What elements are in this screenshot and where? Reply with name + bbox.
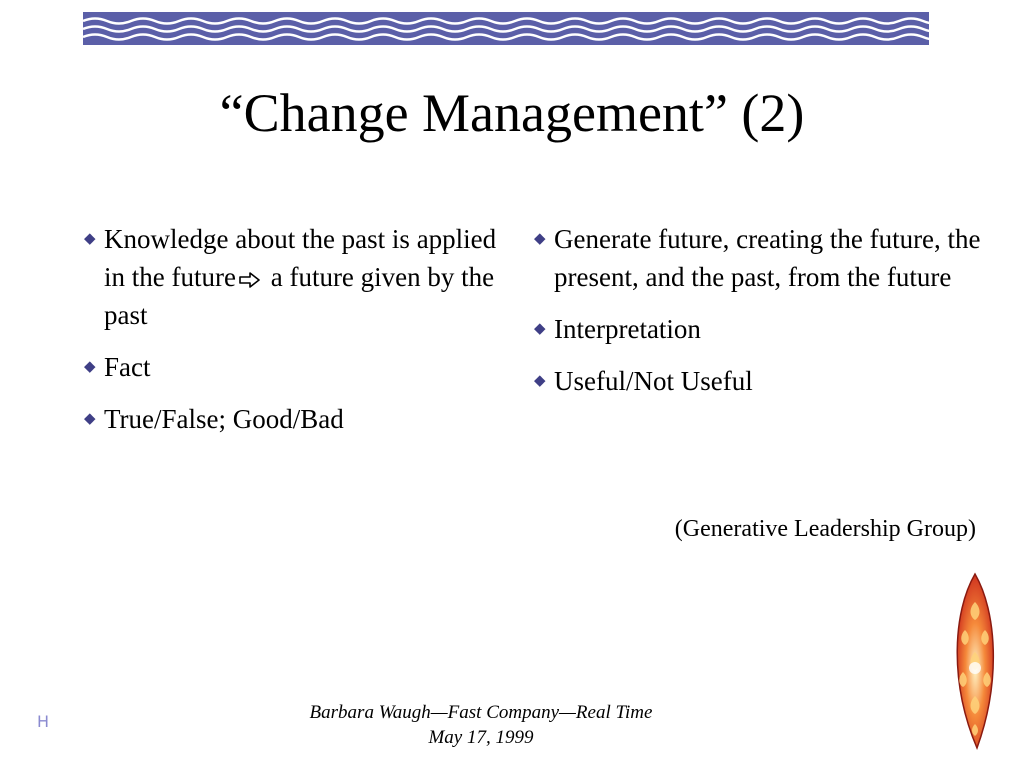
left-bullet-list (84, 220, 504, 452)
footer-line-date: May 17, 1999 (428, 727, 534, 748)
diamond-bullet-icon: ◆ (534, 231, 546, 247)
right-bullet-list (534, 220, 989, 414)
slide-title: “Change Management” (2) (219, 83, 805, 143)
source-credit: (Generative Leadership Group) (674, 516, 976, 542)
list-item (84, 220, 504, 334)
diamond-bullet-icon: ◆ (534, 373, 546, 389)
list-item (84, 400, 504, 438)
bullet-text: Interpretation (554, 314, 701, 344)
bullet-text: Useful/Not Useful (554, 366, 753, 396)
list-item (84, 348, 504, 386)
wave-pattern (83, 12, 929, 45)
bullet-text: True/False; Good/Bad (104, 404, 344, 434)
slide-footer (236, 700, 726, 750)
bullet-text-part: a future given by the past (104, 262, 495, 330)
surfboard-icon (945, 572, 1005, 752)
list-item (534, 220, 989, 296)
diamond-bullet-icon: ◆ (84, 411, 96, 427)
diamond-bullet-icon: ◆ (84, 359, 96, 375)
bullet-text: Generate future, creating the future, the present, and the past, from the future (554, 224, 981, 292)
list-item (534, 362, 989, 400)
bullet-text-part: Knowledge about the past is applied in the future (104, 224, 497, 292)
right-arrow-icon (239, 271, 261, 289)
corner-mark: H (37, 712, 50, 731)
list-item (534, 310, 989, 348)
wave-banner (83, 12, 929, 45)
bullet-text: Fact (104, 352, 151, 382)
diamond-bullet-icon: ◆ (534, 321, 546, 337)
diamond-bullet-icon: ◆ (84, 231, 96, 247)
bullet-text (104, 220, 504, 334)
footer-line-author: Barbara Waugh—Fast Company—Real Time (309, 702, 653, 723)
